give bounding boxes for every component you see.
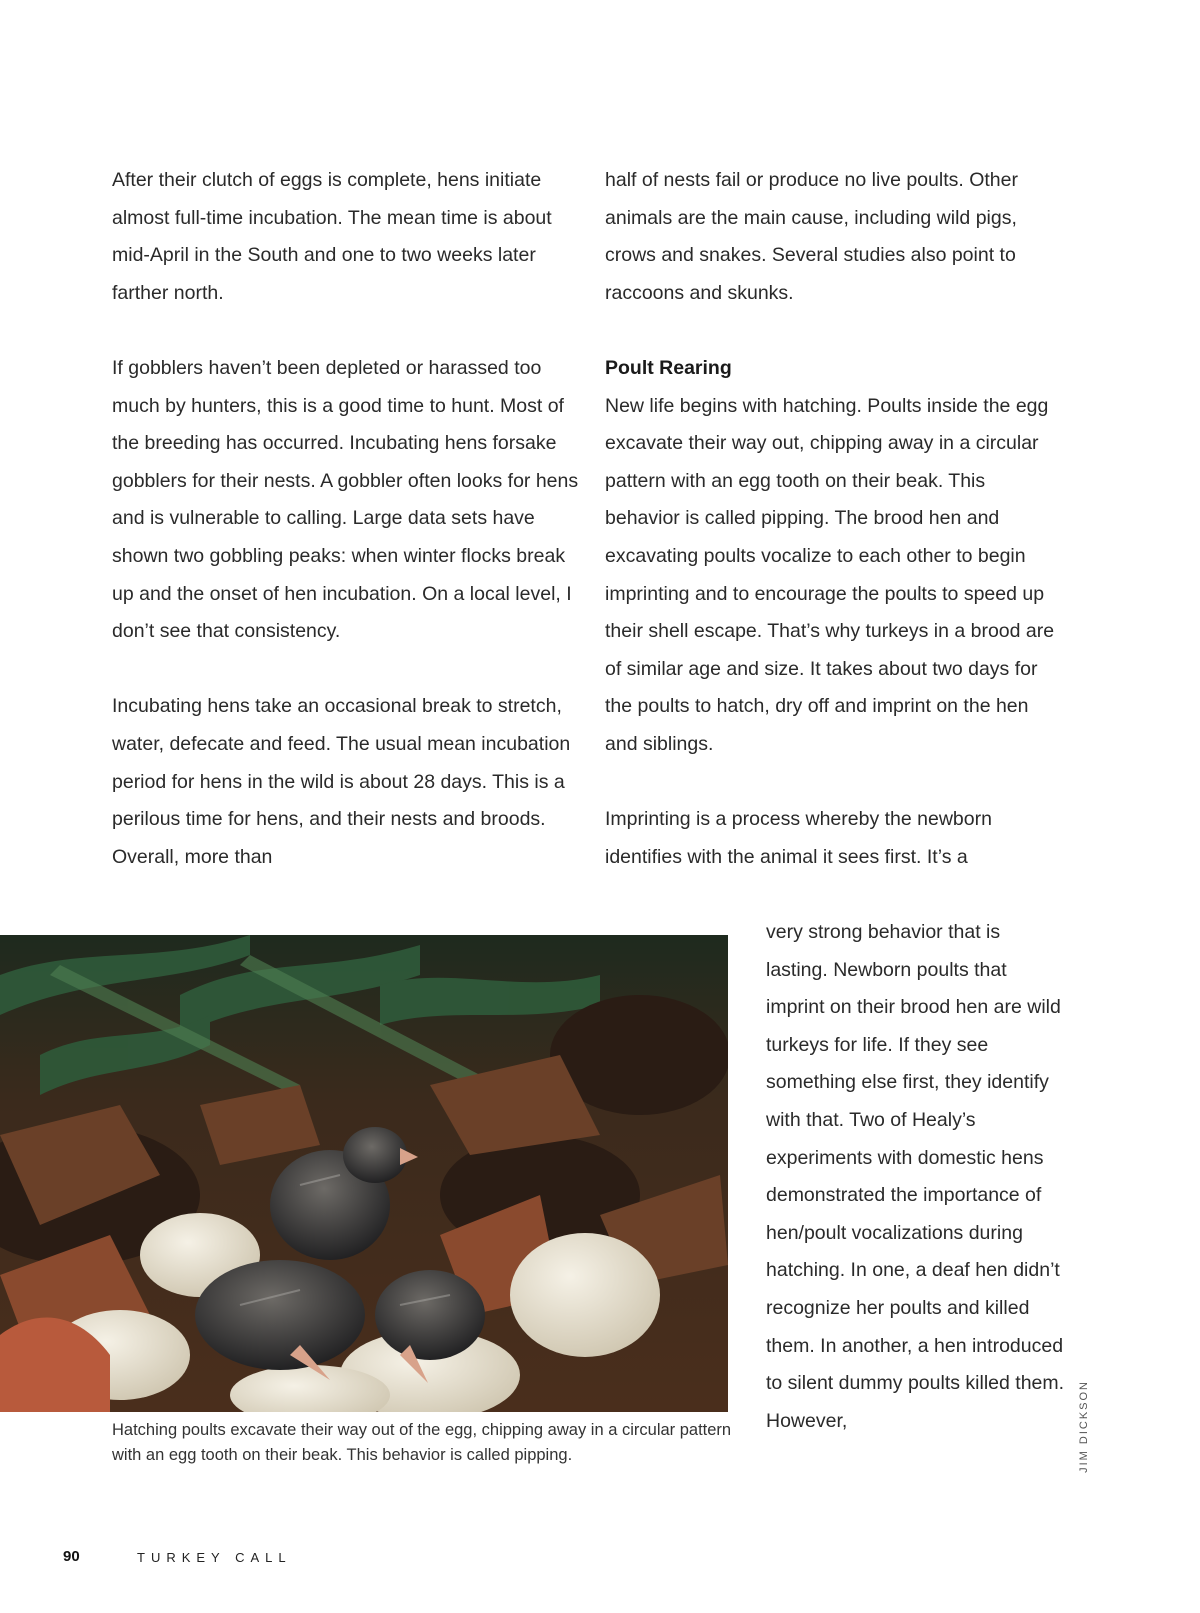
paragraph-imprinting-continued: very strong behavior that is lasting. Newborn poults that imprint on their brood hen are wild turkeys for life. If they see something else first, they identify with that. Two of Healy’s experiments with domestic hens demonstrated the importance of hen/poult vocalizations during hatching. In one, a deaf hen didn’t recognize her poults and killed them. In another, a hen introduced to silent dummy poults killed them. However,: [766, 921, 1065, 1432]
hatching-poults-photo: [0, 935, 728, 1412]
article-left-column: [112, 162, 582, 876]
publication-name: TURKEY CALL: [137, 1550, 292, 1565]
page-number: 90: [63, 1548, 80, 1565]
photo-credit: JIM DICKSON: [1078, 1380, 1090, 1473]
paragraph-incubation-period: Incubating hens take an occasional break to stretch, water, defecate and feed. The usual mean incubation period for hens in the wild is about 28 days. This is a perilous time for hens, and their nests and broods. Overall, more than: [112, 695, 571, 868]
article-wrap-column: [766, 914, 1066, 1440]
photo-caption: Hatching poults excavate their way out of the egg, chipping away in a circular pattern with an egg tooth on their beak. This behavior is called pipping.: [112, 1421, 732, 1464]
paragraph-hatching: New life begins with hatching. Poults inside the egg excavate their way out, chipping away in a circular pattern with an egg tooth on their beak. This behavior is called pipping. The brood hen and excavating poults vocalize to each other to begin imprinting and to encourage the poults to speed up their shell escape. That’s why turkeys in a brood are of similar age and size. It takes about two days for the poults to hatch, dry off and imprint on the hen and siblings.: [605, 394, 1055, 755]
article-right-column: [605, 162, 1065, 876]
paragraph-gobbler-hunting: If gobblers haven’t been depleted or harassed too much by hunters, this is a good time to hunt. Most of the breeding has occurred. Incubating hens forsake gobblers for their nests. A gobbler often looks for hens and is vulnerable to calling. Large data sets have shown two gobbling peaks: when winter flocks break up and the onset of hen incubation. On a local level, I don’t see that consistency.: [112, 356, 579, 643]
subhead-poult-rearing: Poult Rearing: [605, 356, 732, 379]
paragraph-incubation-start: After their clutch of eggs is complete, hens initiate almost full-time incubation. The mean time is about mid-April in the South and one to two weeks later farther north.: [112, 169, 552, 304]
paragraph-nest-failure: half of nests fail or produce no live poults. Other animals are the main cause, including wild pigs, crows and snakes. Several studies also point to raccoons and skunks.: [605, 169, 1018, 304]
paragraph-imprinting-start: Imprinting is a process whereby the newborn identifies with the animal it sees first. It’s a: [605, 808, 992, 868]
